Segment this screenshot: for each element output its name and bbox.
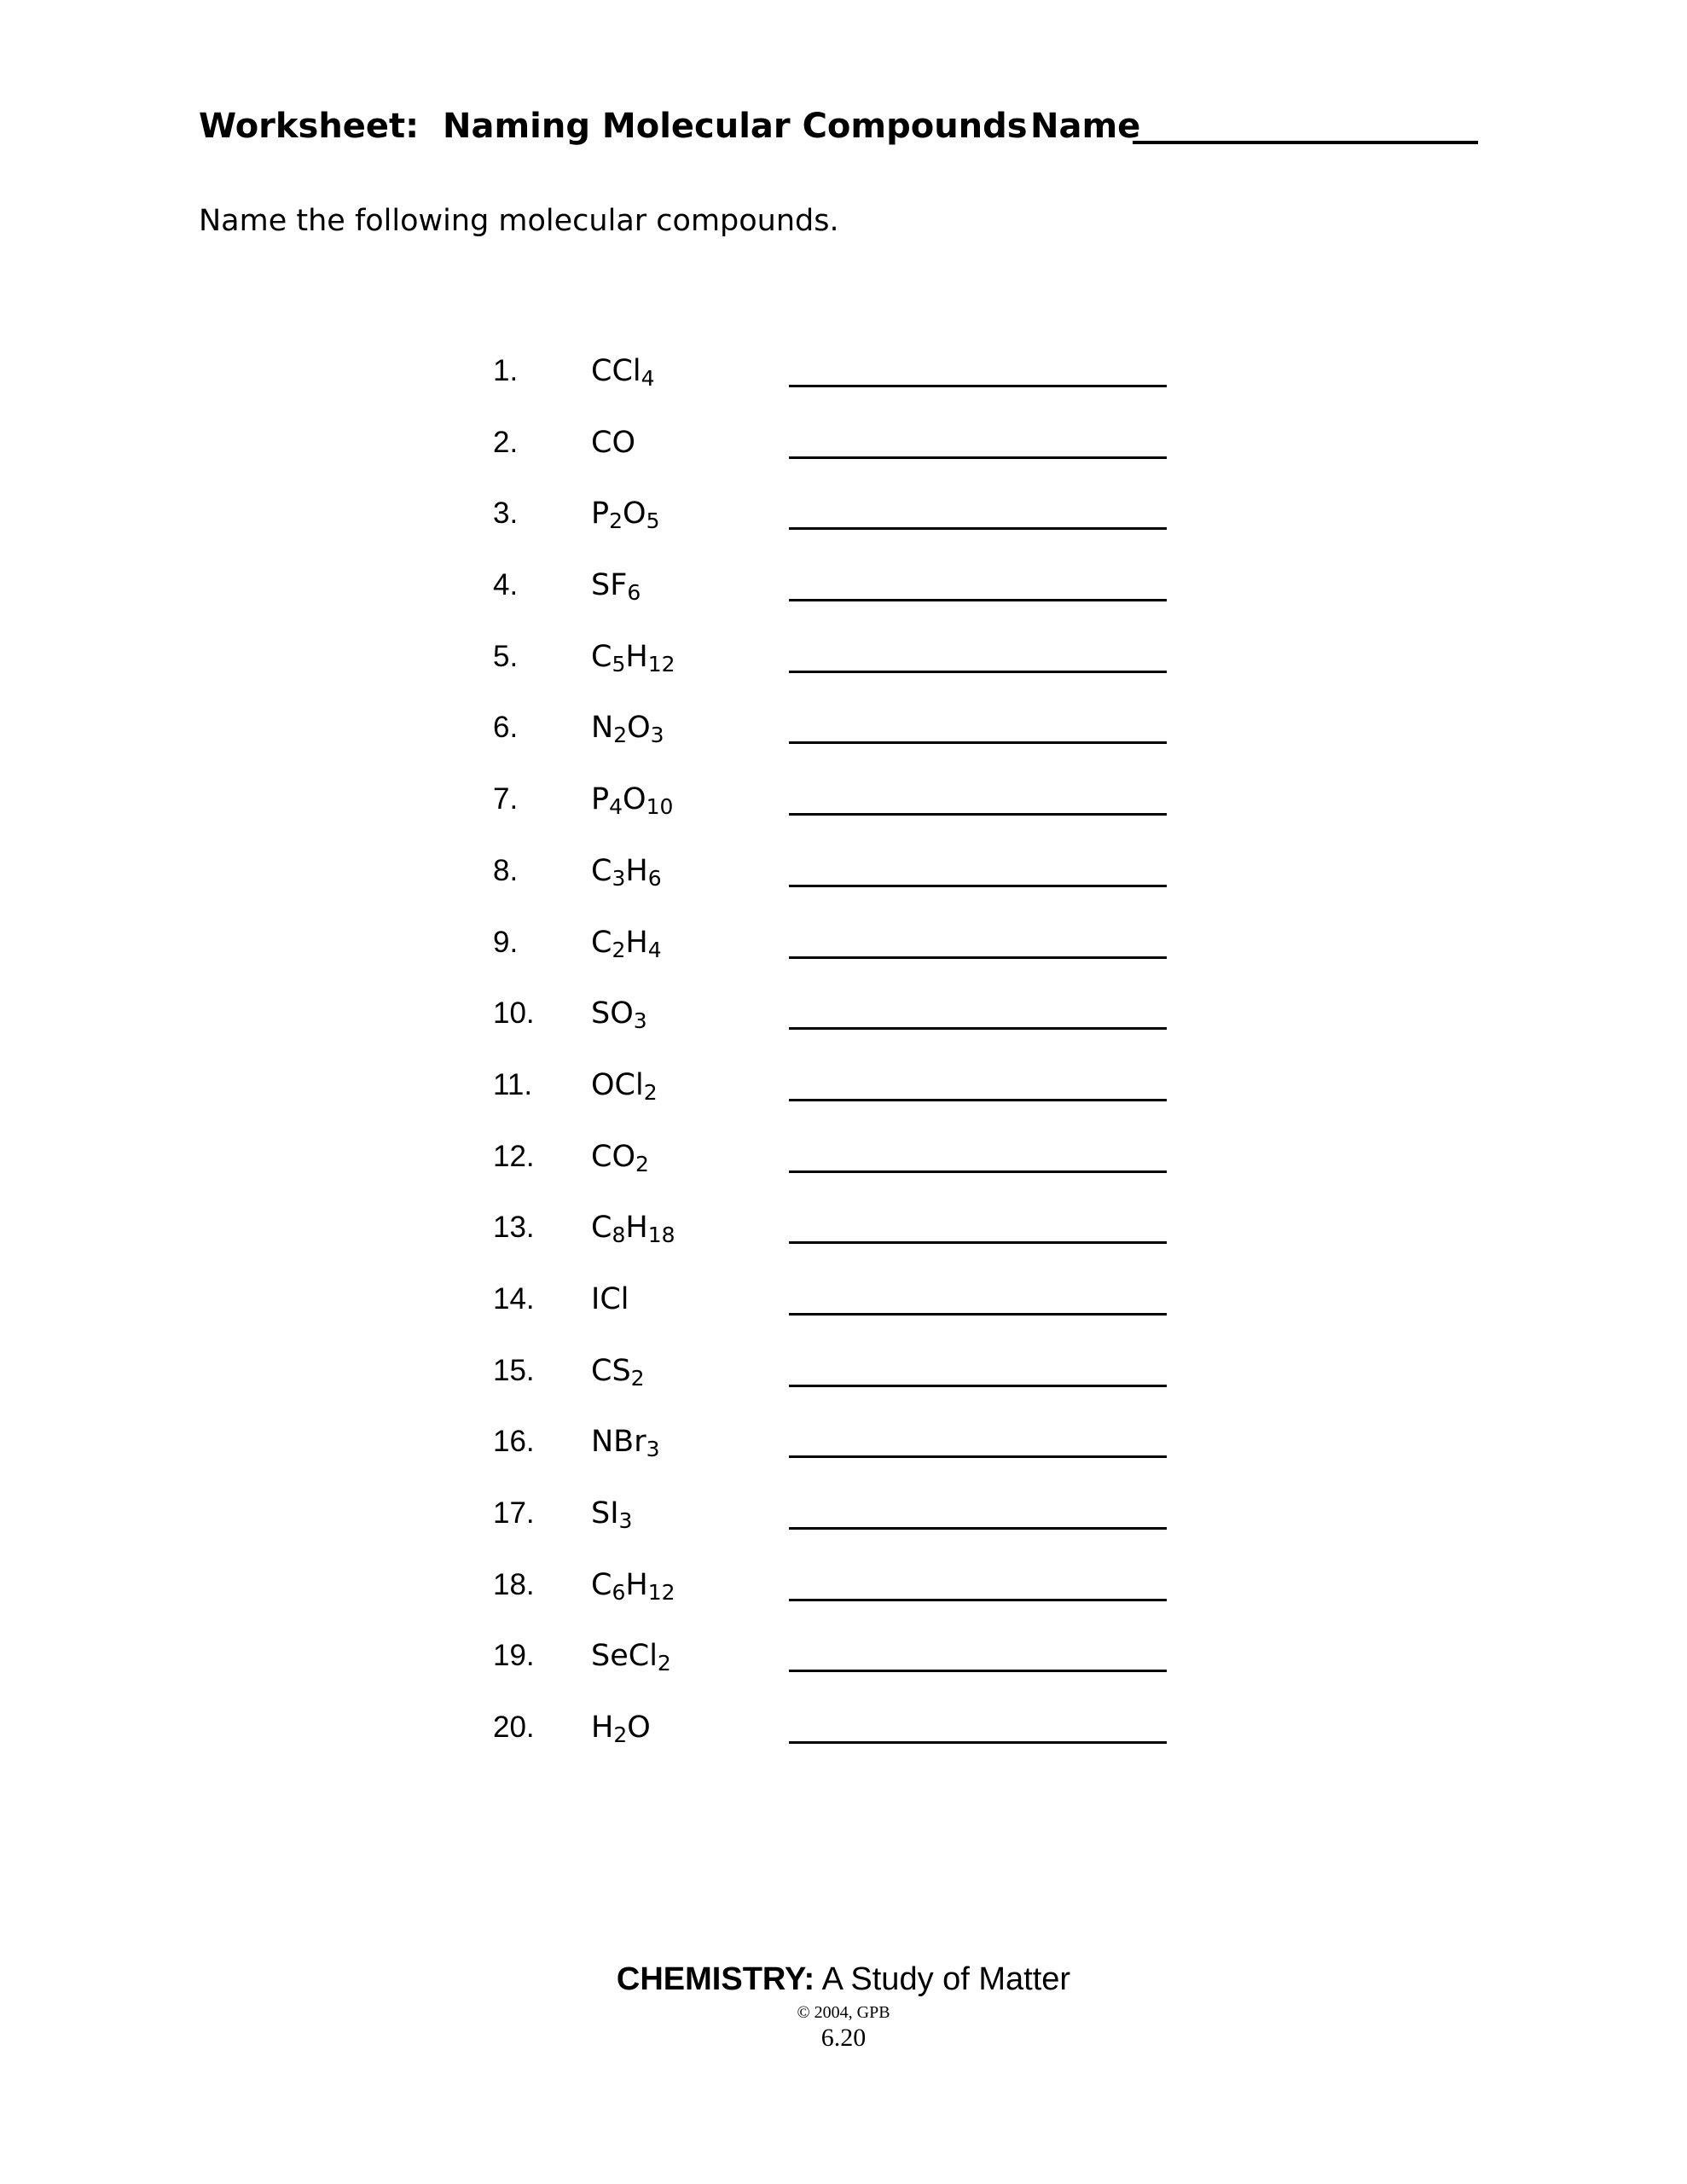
formula-symbol: H (591, 1711, 614, 1745)
formula-subscript: 3 (618, 1508, 633, 1533)
answer-blank-line[interactable] (789, 385, 1167, 387)
instructions-text: Name the following molecular compounds. (199, 204, 839, 238)
formula-symbol: P (591, 782, 610, 817)
question-number: 5. (493, 639, 519, 673)
question-number: 11. (493, 1067, 533, 1101)
formula-symbol: ICl (591, 1281, 629, 1316)
formula-subscript: 2 (630, 1365, 645, 1391)
answer-blank-line[interactable] (789, 599, 1167, 601)
question-item (493, 1564, 1175, 1635)
worksheet-header (199, 101, 1495, 152)
formula-subscript: 12 (647, 1579, 675, 1605)
formula-subscript: 3 (646, 1437, 660, 1462)
question-item (493, 492, 1175, 564)
formula-symbol: SeCl (591, 1639, 658, 1674)
formula-subscript: 2 (613, 1722, 628, 1748)
question-number: 9. (493, 925, 519, 959)
formula-subscript: 3 (633, 1008, 647, 1034)
worksheet-title: Worksheet: Naming Molecular Compounds (199, 107, 1028, 146)
question-item (493, 706, 1175, 778)
formula-subscript: 2 (643, 1079, 658, 1105)
formula-subscript: 12 (647, 651, 675, 677)
question-number: 16. (493, 1425, 535, 1459)
question-item (493, 350, 1175, 421)
question-number: 4. (493, 568, 519, 602)
formula-symbol: H (625, 639, 648, 674)
formula-subscript: 4 (609, 794, 623, 820)
question-item (493, 1136, 1175, 1207)
answer-blank-line[interactable] (789, 1027, 1167, 1030)
formula-subscript: 4 (647, 937, 662, 962)
chemical-formula (591, 778, 673, 821)
question-item (493, 1635, 1175, 1706)
formula-subscript: 3 (650, 723, 664, 748)
formula-symbol: H (625, 1567, 648, 1602)
answer-blank-line[interactable] (789, 813, 1167, 816)
question-item (493, 921, 1175, 993)
formula-symbol: O (627, 1711, 651, 1745)
chemical-formula (591, 706, 664, 749)
formula-subscript: 2 (657, 1651, 671, 1676)
chemical-formula (591, 1350, 645, 1392)
answer-blank-line[interactable] (789, 885, 1167, 887)
formula-symbol: NBr (591, 1425, 646, 1460)
question-item (493, 1420, 1175, 1492)
question-number: 15. (493, 1353, 535, 1387)
formula-subscript: 2 (609, 508, 623, 534)
formula-subscript: 8 (612, 1223, 626, 1248)
chemical-formula (591, 350, 655, 392)
formula-symbol: SO (591, 996, 634, 1031)
page-number: 6.20 (820, 2024, 867, 2052)
question-item (493, 1278, 1175, 1350)
answer-blank-line[interactable] (789, 671, 1167, 673)
chemical-formula (591, 636, 675, 678)
formula-symbol: C (591, 1567, 612, 1602)
chemical-formula (591, 1492, 632, 1535)
question-list (493, 350, 1175, 1778)
chemical-formula (591, 1136, 649, 1178)
answer-blank-line[interactable] (789, 1313, 1167, 1316)
formula-symbol: C (591, 853, 612, 888)
formula-symbol: C (591, 1211, 612, 1246)
formula-symbol: C (591, 925, 612, 960)
formula-subscript: 5 (646, 508, 660, 534)
question-number: 8. (493, 853, 519, 887)
formula-subscript: 3 (612, 865, 626, 891)
formula-symbol: O (623, 497, 646, 531)
formula-symbol: CO (591, 425, 635, 460)
answer-blank-line[interactable] (789, 1170, 1167, 1173)
chemical-formula (591, 421, 635, 464)
question-number: 20. (493, 1711, 535, 1745)
formula-symbol: H (625, 1211, 648, 1246)
question-number: 12. (493, 1139, 535, 1173)
formula-symbol: CO (591, 1139, 635, 1174)
question-item (493, 636, 1175, 707)
answer-blank-line[interactable] (789, 1099, 1167, 1101)
formula-symbol: N (591, 711, 614, 746)
footer-book-title (0, 1958, 1687, 2001)
chemical-formula (591, 1420, 660, 1463)
question-item (493, 1706, 1175, 1778)
formula-symbol: SI (591, 1496, 619, 1531)
question-item (493, 850, 1175, 921)
formula-symbol: H (625, 853, 648, 888)
formula-symbol: OCl (591, 1067, 644, 1102)
question-number: 10. (493, 996, 535, 1031)
question-number: 13. (493, 1211, 535, 1245)
footer-copyright: © 2004, GPB (797, 2003, 890, 2022)
page-footer (0, 1958, 1687, 2053)
question-item (493, 421, 1175, 493)
formula-subscript: 2 (612, 937, 626, 962)
chemical-formula (591, 850, 662, 892)
question-item (493, 1492, 1175, 1564)
answer-blank-line[interactable] (789, 1527, 1167, 1530)
footer-title-rest: A Study of Matter (815, 1961, 1071, 1997)
formula-subscript: 18 (647, 1223, 675, 1248)
formula-symbol: O (623, 782, 646, 817)
name-blank-line[interactable] (1133, 141, 1478, 144)
question-item (493, 992, 1175, 1064)
formula-subscript: 2 (635, 1151, 649, 1176)
question-number: 3. (493, 497, 519, 531)
question-item (493, 1206, 1175, 1278)
answer-blank-line[interactable] (789, 1741, 1167, 1744)
chemical-formula (591, 1064, 658, 1107)
question-item (493, 1064, 1175, 1136)
answer-blank-line[interactable] (789, 741, 1167, 744)
name-label: Name (1030, 107, 1141, 146)
answer-blank-line[interactable] (789, 1599, 1167, 1601)
question-number: 6. (493, 711, 519, 745)
question-number: 2. (493, 425, 519, 459)
chemical-formula (591, 564, 641, 607)
answer-blank-line[interactable] (789, 1241, 1167, 1244)
answer-blank-line[interactable] (789, 1385, 1167, 1387)
formula-symbol: C (591, 639, 612, 674)
answer-blank-line[interactable] (789, 1455, 1167, 1458)
chemical-formula (591, 1635, 671, 1677)
formula-symbol: SF (591, 568, 628, 603)
chemical-formula (591, 492, 659, 535)
formula-symbol: O (627, 711, 651, 746)
chemical-formula (591, 1706, 651, 1749)
formula-subscript: 4 (641, 366, 655, 391)
formula-symbol: CCl (591, 354, 641, 388)
formula-subscript: 2 (613, 723, 628, 748)
formula-subscript: 6 (647, 865, 662, 891)
formula-symbol: P (591, 497, 610, 531)
footer-title-bold: CHEMISTRY: (616, 1961, 815, 1997)
answer-blank-line[interactable] (789, 456, 1167, 459)
chemical-formula (591, 1206, 675, 1249)
chemical-formula (591, 921, 662, 964)
chemical-formula (591, 1278, 629, 1321)
formula-subscript: 10 (646, 794, 674, 820)
question-item (493, 1350, 1175, 1421)
formula-symbol: H (625, 925, 648, 960)
question-item (493, 778, 1175, 850)
question-number: 19. (493, 1639, 535, 1673)
answer-blank-line[interactable] (789, 956, 1167, 959)
formula-symbol: CS (591, 1353, 631, 1388)
question-item (493, 564, 1175, 636)
formula-subscript: 5 (612, 651, 626, 677)
formula-subscript: 6 (627, 580, 641, 606)
question-number: 14. (493, 1281, 535, 1316)
question-number: 7. (493, 782, 519, 816)
answer-blank-line[interactable] (789, 527, 1167, 530)
answer-blank-line[interactable] (789, 1670, 1167, 1672)
chemical-formula (591, 992, 647, 1035)
formula-subscript: 6 (612, 1579, 626, 1605)
question-number: 18. (493, 1567, 535, 1601)
question-number: 1. (493, 354, 519, 387)
chemical-formula (591, 1564, 675, 1606)
question-number: 17. (493, 1496, 535, 1530)
